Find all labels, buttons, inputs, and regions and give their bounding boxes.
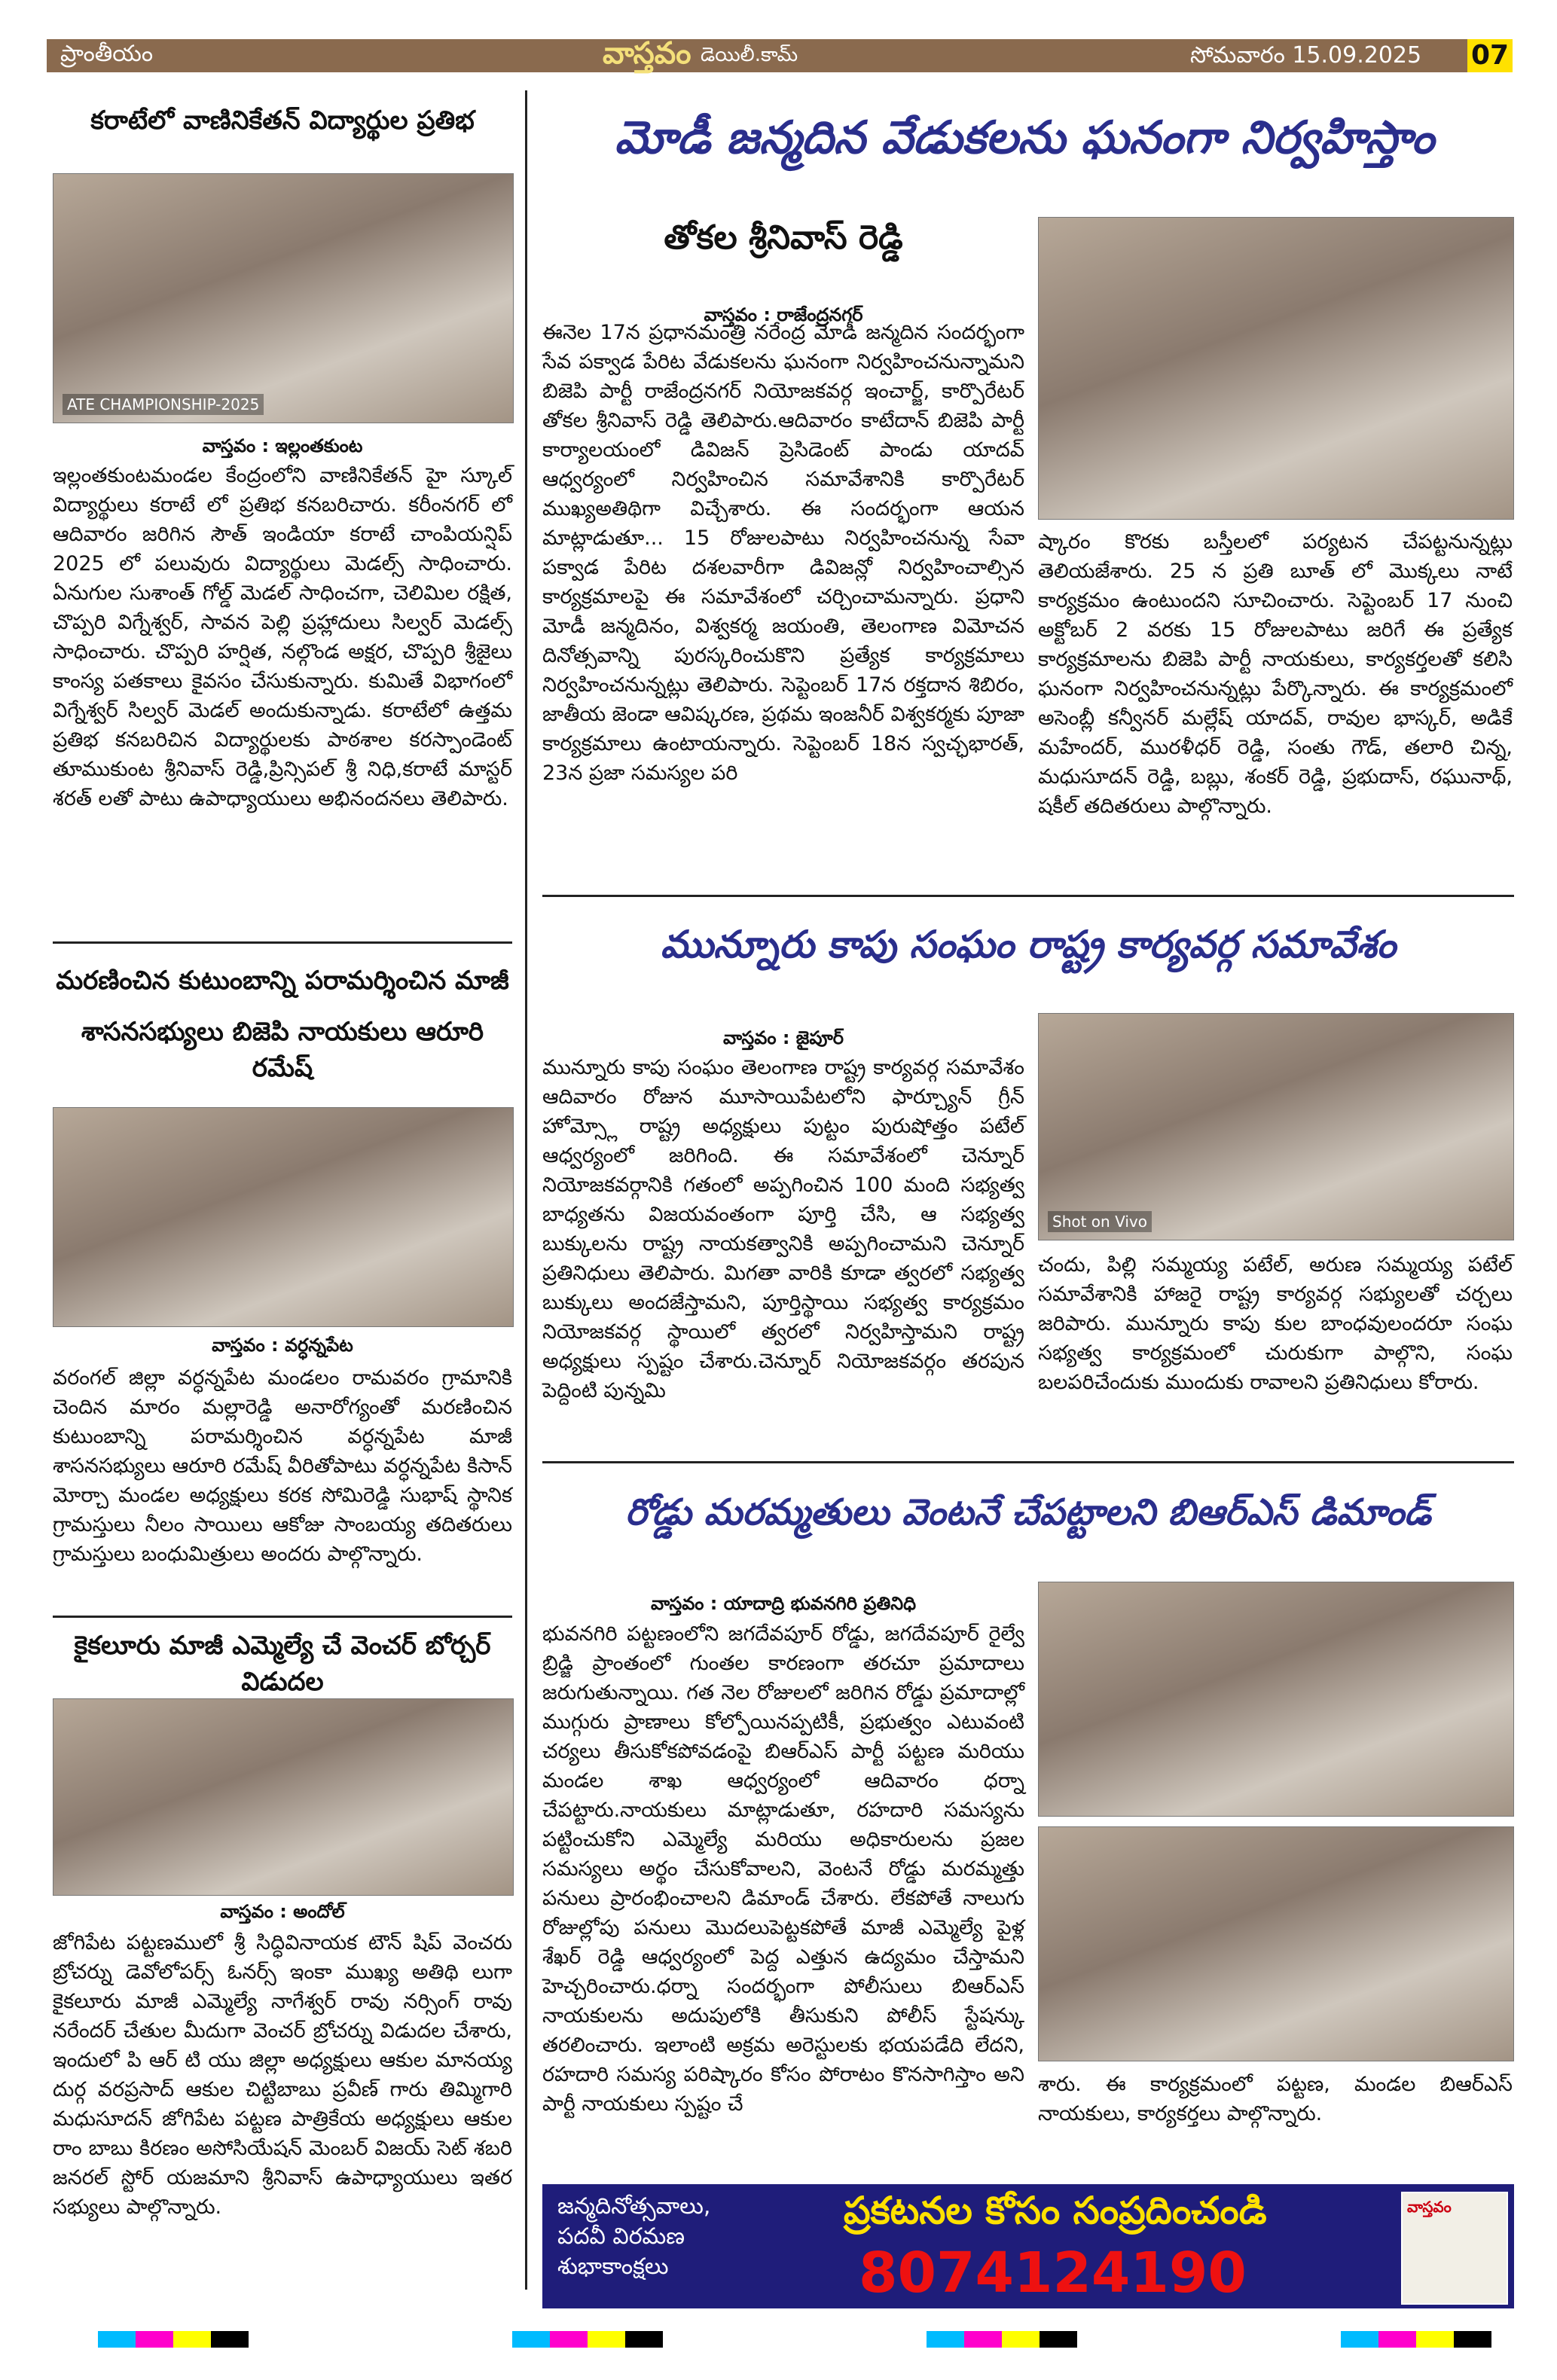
masthead-logo: వాస్తవం: [603, 36, 691, 71]
left-story2-dateline: వాస్తవం : వర్ధన్నపేట: [212, 1335, 353, 1356]
left-story1-headline: కరాటేలో వాణినికేతన్ విద్యార్థుల ప్రతిభ: [90, 105, 475, 136]
photo-caption-text: ATE CHAMPIONSHIP-2025: [63, 394, 264, 415]
divider: [542, 895, 1514, 897]
left-story1-photo: [53, 173, 514, 423]
main-story1-subhead: తోకల శ్రీనివాస్ రెడ్డి: [664, 218, 903, 257]
main-story2-body-col1: మున్నూరు కాపు సంఘం తెలంగాణ రాష్ట్ర కార్యవర్గ సమావేశం ఆదివారం రోజున మూసాయిపేటలోని ఫార్చ్యూన్ గ్రీన్ హోమ్స్లో రాష్ట్ర అధ్యక్షులు పుట్టం పురుషోత్తం పటేల్ ఆధ్వర్యంలో జరిగింది. ఈ సమావేశంలో చెన్నూర్ నియోజకవర్గానికి గతంలో అప్పగించిన 100 మంది సభ్యత్వ బాధ్యతను విజయవంతంగా పూర్తి చేసి, ఆ సభ్యత్వ బుక్కులను రాష్ట్ర నాయకత్వానికి అప్పగించామని చెన్నూర్ ప్రతినిధులు తెలిపారు. మిగతా వారికి కూడా త్వరలో సభ్యత్వ బుక్కులు అందజేస్తామని, పూర్తిస్థాయి సభ్యత్వ కార్యక్రమం నియోజకవర్గ స్థాయిలో త్వరలో నిర్వహిస్తామని రాష్ట్ర అధ్యక్షులు స్పష్టం చేశారు.చెన్నూర్ నియోజకవర్గం తరపున పెద్దింటి పున్నమి: [542, 1056, 1024, 1402]
masthead-sub: డెయిలీ.కామ్: [701, 44, 798, 66]
main-story3-photo2: [1038, 1826, 1514, 2061]
main-story3-body-col2: శారు. ఈ కార్యక్రమంలో పట్టణ, మండల బిఆర్ఎస్ నాయకులు, కార్యకర్తలు పాల్గొన్నారు.: [1038, 2073, 1513, 2125]
ad-left-line: శుభాకాంక్షలు: [557, 2253, 669, 2280]
page-number: 07: [1467, 39, 1513, 72]
ad-thumb-title: వాస్తవం: [1407, 2198, 1452, 2216]
main-story2-body-col2: చందు, పిల్లి సమ్మయ్య పటేల్, అరుణ సమ్మయ్య పటేల్ సమావేశానికి హాజరై రాష్ట్ర కార్యవర్గ సభ్యులతో చర్చలు జరిపారు. మున్నూరు కాపు కుల బాంధవులందరూ సంఘ సభ్యత్వ కార్యక్రమంలో చురుకుగా పాల్గొని, సంఘ బలపరిచేందుకు ముందుకు రావాలని ప్రతినిధులు కోరారు.: [1038, 1253, 1513, 1394]
main-story1-body-col1: ఈనెల 17న ప్రధానమంత్రి నరేంద్ర మోడీ జన్మదిన సందర్భంగా సేవ పక్వాడ పేరిట వేడుకలను ఘనంగా నిర్వహించనున్నామని బిజెపి పార్టీ రాజేంద్రనగర్ నియోజకవర్గ ఇంచార్జ్, కార్పొరేటర్ తోకల శ్రీనివాస్ రెడ్డి తెలిపారు.ఆదివారం కాటేదాన్ బిజెపి పార్టీ కార్యాలయంలో డివిజన్ ప్రెసిడెంట్ పాండు యాదవ్ ఆధ్వర్యంలో నిర్వహించిన సమావేశానికి కార్పొరేటర్ ముఖ్యఅతిథిగా విచ్చేశారు. ఈ సందర్భంగా ఆయన మాట్లాడుతూ... 15 రోజులపాటు నిర్వహించనున్న సేవా పక్వాడ పేరిట దశలవారీగా డివిజన్లో నిర్వహించాల్సిన కార్యక్రమాలపై ఈ సమావేశంలో చర్చించామన్నారు. ప్రధాని మోడీ జన్మదినం, విశ్వకర్మ జయంతి, తెలంగాణ విమోచన దినోత్సవాన్ని పురస్కరించుకొని ప్రత్యేక కార్యక్రమాలు నిర్వహించనున్నట్లు తెలిపారు. సెప్టెంబర్ 17న రక్తదాన శిబిరం, జాతీయ జెండా ఆవిష్కరణ, ప్రథమ ఇంజనీర్ విశ్వకర్మకు పూజా కార్యక్రమాలు ఉంటాయన్నారు. సెప్టెంబర్ 18న స్వచ్ఛభారత్, 23న ప్రజా సమస్యల పరి: [542, 321, 1024, 785]
left-story2-body: వరంగల్ జిల్లా వర్ధన్నపేట మండలం రామవరం గ్రామానికి చెందిన మారం మల్లారెడ్డి అనారోగ్యంతో మరణించిన కుటుంబాన్ని పరామర్శించిన వర్ధన్నపేట మాజీ శాసనసభ్యులు ఆరూరి రమేష్ వీరితోపాటు వర్ధన్నపేట కిసాన్ మోర్చా మండల అధ్యక్షులు కరక సోమిరెడ్డి సుభాష్ స్థానిక గ్రామస్తులు నీలం సాయిలు ఆకోజు సాంబయ్య తదితరులు గ్రామస్తులు బంధుమిత్రులు అందరు పాల్గొన్నారు.: [53, 1366, 512, 1566]
main-story3-headline: రోడ్డు మరమ్మతులు వెంటనే చేపట్టాలని బిఆర్ఎస్ డిమాండ్: [625, 1491, 1431, 1533]
main-story1-dateline: వాస్తవం : రాజేంద్రనగర్: [704, 304, 863, 325]
ad-thumbnail: [1401, 2192, 1508, 2305]
main-story3-photo1: [1038, 1582, 1514, 1817]
left-story1-dateline: వాస్తవం : ఇల్లంతకుంట: [202, 435, 363, 456]
ad-left-text: [557, 2192, 783, 2282]
left-story2-headline-line1: మరణించిన కుటుంబాన్ని పరామర్శించిన మాజీ: [56, 966, 509, 996]
section-label: ప్రాంతీయం: [60, 41, 154, 67]
divider: [53, 941, 512, 944]
left-story2-headline-line2: శాసనసభ్యులు బిజెపి నాయకులు ఆరూరి రమేష్: [81, 1017, 484, 1083]
divider: [53, 1616, 512, 1618]
main-story1-headline: మోడీ జన్మదిన వేడుకలను ఘనంగా నిర్వహిస్తాం: [614, 111, 1434, 164]
main-story2-photo: [1038, 1013, 1514, 1240]
ad-left-line: పదవీ విరమణ: [557, 2223, 685, 2250]
main-story3-dateline: వాస్తవం : యాదాద్రి భువనగిరి ప్రతినిధి: [650, 1593, 917, 1614]
left-story3-dateline: వాస్తవం : అందోల్: [220, 1901, 345, 1922]
column-divider: [525, 90, 527, 2290]
main-story2-dateline: వాస్తవం : జైపూర్: [723, 1027, 844, 1048]
divider: [542, 1461, 1514, 1463]
left-story3-photo: [53, 1698, 514, 1896]
main-story1-body-col2: ష్కారం కొరకు బస్తీలలో పర్యటన చేపట్టనున్నట్లు తెలియజేశారు. 25 న ప్రతి బూత్ లో మొక్కలు నాటే కార్యక్రమం ఉంటుందని సూచించారు. సెప్టెంబర్ 17 నుంచి అక్టోబర్ 2 వరకు 15 రోజులపాటు జరిగే ఈ ప్రత్యేక కార్యక్రమాలను బిజెపి పార్టీ నాయకులు, కార్యకర్తలతో కలిసి ఘనంగా నిర్వహించనున్నట్లు పేర్కొన్నారు. ఈ కార్యక్రమంలో అసెంబ్లీ కన్వీనర్ మల్లేష్ యాదవ్, రావుల భాస్కర్, అడికే మహేందర్, మురళీధర్ రెడ్డి, సంతు గౌడ్, తలారి చిన్న, మధుసూదన్ రెడ్డి, బబ్లు, శంకర్ రెడ్డి, ప్రభుదాస్, రఘునాథ్, షకీల్ తదితరులు పాల్గొన్నారు.: [1038, 530, 1513, 818]
photo-watermark-text: Shot on Vivo: [1048, 1211, 1152, 1232]
main-story3-body-col1: భువనగిరి పట్టణంలోని జగదేవపూర్ రోడ్డు, జగదేవపూర్ రైల్వే బ్రిడ్జి ప్రాంతంలో గుంతల కారణంగా తరచూ ప్రమాదాలు జరుగుతున్నాయి. గత నెల రోజులలో జరిగిన రోడ్డు ప్రమాదాల్లో ముగ్గురు ప్రాణాలు కోల్పోయినప్పటికీ, ప్రభుత్వం ఎటువంటి చర్యలు తీసుకోకపోవడంపై బిఆర్ఎస్ పార్టీ పట్టణ మరియు మండల శాఖ ఆధ్వర్యంలో ఆదివారం ధర్నా చేపట్టారు.నాయకులు మాట్లాడుతూ, రహదారి సమస్యను పట్టించుకోని ఎమ్మెల్యే మరియు అధికారులను ప్రజల సమస్యలు అర్థం చేసుకోవాలని, వెంటనే రోడ్డు మరమ్మత్తు పనులు ప్రారంభించాలని డిమాండ్ చేశారు. లేకపోతే నాలుగు రోజుల్లోపు పనులు మొదలుపెట్టకపోతే మాజీ ఎమ్మెల్యే పైళ్ల శేఖర్ రెడ్డి ఆధ్వర్యంలో పెద్ద ఎత్తున ఉద్యమం చేస్తామని హెచ్చరించారు.ధర్నా సందర్భంగా పోలీసులు బిఆర్ఎస్ నాయకులను అదుపులోకి తీసుకుని పోలీస్ స్టేషన్కు తరలించారు. ఇలాంటి అక్రమ అరెస్టులకు భయపడేది లేదని, రహదారి సమస్య పరిష్కారం కోసం పోరాటం కొనసాగిస్తాం అని పార్టీ నాయకులు స్పష్టం చే: [542, 1622, 1024, 2116]
left-story3-headline: కైకలూరు మాజీ ఎమ్మెల్యే చే వెంచర్ బోర్చర్ విడుదల: [74, 1631, 491, 1697]
print-color-bar: [98, 2331, 249, 2348]
ad-phone: 8074124190: [859, 2241, 1247, 2305]
left-story3-body: జోగిపేట పట్టణములో శ్రీ సిద్ధివినాయక టౌన్ షిప్ వెంచరు బ్రోచర్ను డెవోలోపర్స్ ఓనర్స్ ఇంకా ముఖ్య అతిథి లుగా కైకలూరు మాజీ ఎమ్మెల్యే నాగేశ్వర్ రావు నర్సింగ్ రావు నరేందర్ చేతుల మీదుగా వెంచర్ బ్రోచర్ను విడుదల చేశారు, ఇందులో పి ఆర్ టి యు జిల్లా అధ్యక్షులు ఆకుల మానయ్య దుర్గ వరప్రసాద్ ఆకుల చిట్టిబాబు ప్రవీణ్ గారు తిమ్మిగారి మధుసూదన్ జోగిపేట పట్టణ పాత్రికేయ అధ్యక్షులు ఆకుల రాం బాబు కిరణం అసోసియేషన్ మెంబర్ విజయ్ సెట్ శబరి జనరల్ స్టోర్ యజమాని శ్రీనివాస్ ఉపాధ్యాయులు ఇతర సభ్యులు పాల్గొన్నారు.: [53, 1931, 512, 2219]
left-story1-body: ఇల్లంతకుంటమండల కేంద్రంలోని వాణినికేతన్ హై స్కూల్ విద్యార్థులు కరాటే లో ప్రతిభ కనబరిచారు. కరీంనగర్ లో ఆదివారం జరిగిన సౌత్ ఇండియా కరాటే చాంపియన్షిప్ 2025 లో పలువురు విద్యార్థులు మెడల్స్ సాధించారు. ఏనుగుల సుశాంత్ గోల్డ్ మెడల్ సాధించగా, చెలిమిల రక్షిత, చొప్పరి విగ్నేశ్వర్, సావన పెల్లి ప్రహ్లాదులు సిల్వర్ మెడల్స్ సాధించారు. చొప్పరి హర్షిత, నల్గొండ అక్షర, చొప్పరి శ్రీజైలు కాంస్య పతకాలు కైవసం చేసుకున్నారు. కుమితే విభాగంలో విగ్నేశ్వర్ సిల్వర్ మెడల్ అందుకున్నాడు. కరాటేలో ఉత్తమ ప్రతిభ కనబరిచిన విద్యార్థులకు పాఠశాల కరస్పాండెంట్ తూముకుంట శ్రీనివాస్ రెడ్డి,ప్రిన్సిపల్ శ్రీ నిధి,కరాటే మాస్టర్ శరత్ లతో పాటు ఉపాధ్యాయులు అభినందనలు తెలిపారు.: [53, 464, 512, 810]
print-color-bar: [927, 2331, 1077, 2348]
ad-title: ప్రకటనల కోసం సంప్రదించండి: [844, 2189, 1267, 2232]
print-color-bar: [512, 2331, 663, 2348]
main-story2-headline: మున్నూరు కాపు సంఘం రాష్ట్ర కార్యవర్గ సమావేశం: [660, 923, 1397, 966]
left-story2-photo: [53, 1107, 514, 1327]
print-color-bar: [1341, 2331, 1491, 2348]
main-story1-photo: [1038, 217, 1514, 520]
ad-left-line: జన్మదినోత్సవాలు,: [557, 2193, 711, 2220]
issue-date: సోమవారం 15.09.2025: [1190, 42, 1422, 69]
